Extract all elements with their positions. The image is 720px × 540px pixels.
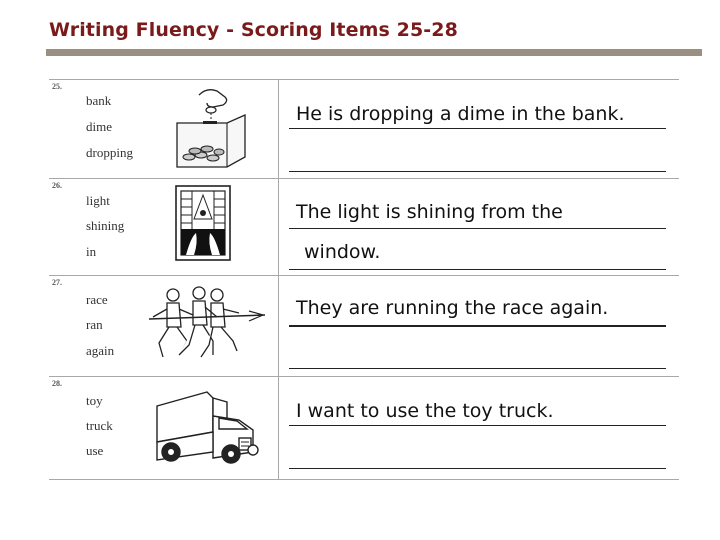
- answer-sentence: They are running the race again.: [296, 297, 609, 319]
- prompt-word: race: [86, 292, 108, 307]
- prompt-word: toy: [86, 393, 103, 408]
- item-row-25: [49, 79, 679, 178]
- scoring-table: [49, 79, 679, 480]
- item-row-27: [49, 275, 679, 376]
- prompt-word: use: [86, 443, 104, 458]
- window-light-icon: [172, 183, 234, 265]
- prompt-word: ran: [86, 317, 103, 332]
- item-row-26: [49, 178, 679, 275]
- answer-line: [289, 228, 666, 229]
- prompt-word: shining: [86, 218, 125, 233]
- answer-sentence: He is dropping a dime in the bank.: [296, 103, 625, 125]
- item-number: 26.: [52, 181, 62, 190]
- answer-line: [289, 368, 666, 369]
- prompt-word: light: [86, 193, 110, 208]
- prompt-word: bank: [86, 93, 112, 108]
- answer-line: [289, 171, 666, 172]
- title-divider: [46, 49, 702, 56]
- answer-line: [289, 425, 666, 426]
- prompt-word: truck: [86, 418, 113, 433]
- answer-line: [289, 325, 666, 327]
- answer-line: [289, 269, 666, 270]
- answer-sentence: The light is shining from the: [296, 201, 563, 223]
- page-title: Writing Fluency - Scoring Items 25-28: [49, 19, 458, 41]
- answer-sentence: window.: [304, 241, 381, 263]
- prompt-word: dime: [86, 119, 112, 134]
- answer-line: [289, 468, 666, 469]
- item-number: 28.: [52, 379, 62, 388]
- prompt-word: in: [86, 244, 97, 259]
- prompt-word: dropping: [86, 145, 133, 160]
- toy-truck-icon: [153, 386, 261, 468]
- answer-line: [289, 128, 666, 129]
- piggy-bank-coin-icon: [169, 83, 259, 175]
- item-number: 27.: [52, 278, 62, 287]
- item-row-28: [49, 376, 679, 479]
- answer-sentence: I want to use the toy truck.: [296, 400, 554, 422]
- row-divider: [49, 479, 679, 480]
- runners-race-icon: [149, 285, 269, 367]
- prompt-word: again: [86, 343, 115, 358]
- item-number: 25.: [52, 82, 62, 91]
